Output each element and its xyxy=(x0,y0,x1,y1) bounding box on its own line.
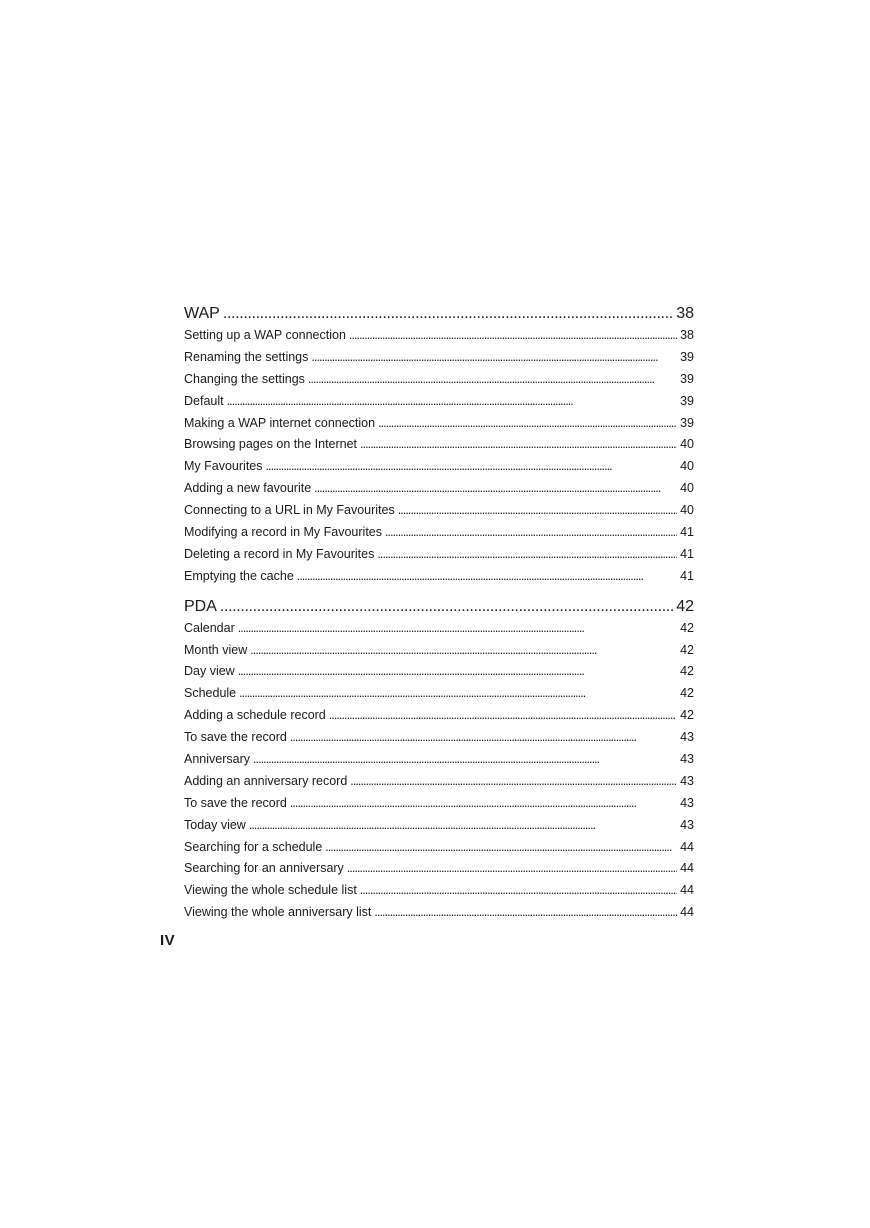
toc-section-pda xyxy=(184,596,694,924)
toc-entry-page: 42 xyxy=(680,620,694,635)
toc-entry-page: 42 xyxy=(680,708,694,723)
toc-entry[interactable] xyxy=(184,456,694,478)
toc-entry[interactable] xyxy=(184,544,694,566)
toc-entry-page: 41 xyxy=(680,546,694,561)
toc-entry-label: Adding an anniversary record xyxy=(184,773,348,788)
dot-leader xyxy=(360,880,677,902)
toc-entry-label: Searching for a schedule xyxy=(184,839,323,854)
toc-entry-label: Emptying the cache xyxy=(184,568,294,583)
toc-entry[interactable] xyxy=(184,902,694,924)
toc-entry[interactable] xyxy=(184,815,694,837)
toc-entry-label: Viewing the whole schedule list xyxy=(184,883,357,898)
toc-entry-label: Schedule xyxy=(184,686,237,701)
dot-leader xyxy=(266,456,678,478)
toc-entry-label: My Favourites xyxy=(184,459,263,474)
toc-entry-page: 44 xyxy=(680,905,694,920)
dot-leader xyxy=(398,500,677,522)
toc-entry-page: 43 xyxy=(680,730,694,745)
toc-entry[interactable] xyxy=(184,727,694,749)
toc-entry-page: 39 xyxy=(680,393,694,408)
toc-entry-label: Browsing pages on the Internet xyxy=(184,437,358,452)
dot-leader xyxy=(290,793,677,815)
toc-entry-page: 43 xyxy=(680,817,694,832)
toc-entry[interactable] xyxy=(184,771,694,793)
dot-leader xyxy=(329,705,677,727)
toc-entry-page: 39 xyxy=(680,349,694,364)
toc-entry-page: 42 xyxy=(680,642,694,657)
toc-heading-title: WAP xyxy=(184,305,220,322)
toc-entry-page: 39 xyxy=(680,371,694,386)
dot-leader xyxy=(385,522,677,544)
table-of-contents xyxy=(184,303,694,924)
dot-leader xyxy=(238,618,677,640)
toc-entry-page: 39 xyxy=(680,415,694,430)
toc-entry-page: 44 xyxy=(680,883,694,898)
toc-entry-label: Month view xyxy=(184,642,248,657)
toc-entry-label: Making a WAP internet connection xyxy=(184,415,376,430)
toc-entry-label: Day view xyxy=(184,664,235,679)
toc-heading[interactable] xyxy=(184,596,694,618)
dot-leader xyxy=(308,369,677,391)
toc-entry[interactable] xyxy=(184,413,694,435)
toc-entry[interactable] xyxy=(184,618,694,640)
toc-entry-page: 44 xyxy=(680,861,694,876)
dot-leader xyxy=(347,858,677,880)
dot-leader xyxy=(297,566,677,588)
toc-entry-page: 43 xyxy=(680,752,694,767)
dot-leader xyxy=(374,902,677,924)
dot-leader xyxy=(253,749,677,771)
toc-entry[interactable] xyxy=(184,661,694,683)
toc-entry-label: Connecting to a URL in My Favourites xyxy=(184,503,395,518)
toc-entry-label: Viewing the whole anniversary list xyxy=(184,905,372,920)
toc-entry-page: 42 xyxy=(680,664,694,679)
toc-entry[interactable] xyxy=(184,369,694,391)
toc-entry[interactable] xyxy=(184,566,694,588)
toc-entry-page: 40 xyxy=(680,437,694,452)
toc-entry[interactable] xyxy=(184,640,694,662)
toc-entry-label: Renaming the settings xyxy=(184,349,309,364)
toc-entry[interactable] xyxy=(184,749,694,771)
page-number: IV xyxy=(160,932,176,949)
toc-entry[interactable] xyxy=(184,500,694,522)
dot-leader xyxy=(223,303,673,325)
dot-leader xyxy=(350,771,677,793)
dot-leader xyxy=(349,325,677,347)
dot-leader xyxy=(227,391,677,413)
toc-entry-page: 42 xyxy=(680,686,694,701)
toc-entry[interactable] xyxy=(184,858,694,880)
dot-leader xyxy=(238,661,677,683)
toc-entry-label: Setting up a WAP connection xyxy=(184,328,346,342)
dot-leader xyxy=(311,347,677,369)
toc-entry[interactable] xyxy=(184,434,694,456)
toc-entry-label: Anniversary xyxy=(184,752,250,767)
toc-heading-page: 42 xyxy=(676,597,694,615)
dot-leader xyxy=(360,434,677,456)
toc-heading-title: PDA xyxy=(184,597,217,615)
toc-entry-page: 38 xyxy=(680,328,694,342)
toc-entry-label: Searching for an anniversary xyxy=(184,861,344,876)
toc-entry-label: Calendar xyxy=(184,620,235,635)
toc-entry[interactable] xyxy=(184,522,694,544)
toc-entry-page: 40 xyxy=(680,459,694,474)
toc-entry-label: Deleting a record in My Favourites xyxy=(184,546,375,561)
toc-entry[interactable] xyxy=(184,793,694,815)
dot-leader xyxy=(290,727,677,749)
toc-entry-page: 43 xyxy=(680,773,694,788)
dot-leader xyxy=(239,683,677,705)
toc-entry-label: Adding a schedule record xyxy=(184,708,326,723)
toc-section-wap xyxy=(184,303,694,588)
dot-leader xyxy=(314,478,677,500)
toc-entry-page: 44 xyxy=(680,839,694,854)
dot-leader xyxy=(220,596,673,618)
toc-entry[interactable] xyxy=(184,391,694,413)
toc-entry-label: Changing the settings xyxy=(184,371,305,386)
toc-entry[interactable] xyxy=(184,347,694,369)
dot-leader xyxy=(325,837,677,859)
dot-leader xyxy=(249,815,677,837)
toc-entry-label: Today view xyxy=(184,817,246,832)
toc-heading-page: 38 xyxy=(676,305,694,322)
toc-entry[interactable] xyxy=(184,705,694,727)
dot-leader xyxy=(377,544,677,566)
toc-entry-label: Modifying a record in My Favourites xyxy=(184,525,382,540)
toc-entry[interactable] xyxy=(184,478,694,500)
toc-entry[interactable] xyxy=(184,683,694,705)
toc-entry-label: To save the record xyxy=(184,795,287,810)
toc-entry-page: 40 xyxy=(680,481,694,496)
toc-entry-label: Adding a new favourite xyxy=(184,481,312,496)
toc-entry[interactable] xyxy=(184,880,694,902)
toc-entry-label: To save the record xyxy=(184,730,287,745)
toc-entry[interactable] xyxy=(184,325,694,347)
toc-heading[interactable] xyxy=(184,303,694,325)
toc-entry[interactable] xyxy=(184,837,694,859)
toc-entry-page: 41 xyxy=(680,525,694,540)
dot-leader xyxy=(250,640,677,662)
toc-entry-page: 40 xyxy=(680,503,694,518)
dot-leader xyxy=(378,413,677,435)
toc-entry-page: 43 xyxy=(680,795,694,810)
toc-entry-label: Default xyxy=(184,393,224,408)
toc-entry-page: 41 xyxy=(680,568,694,583)
